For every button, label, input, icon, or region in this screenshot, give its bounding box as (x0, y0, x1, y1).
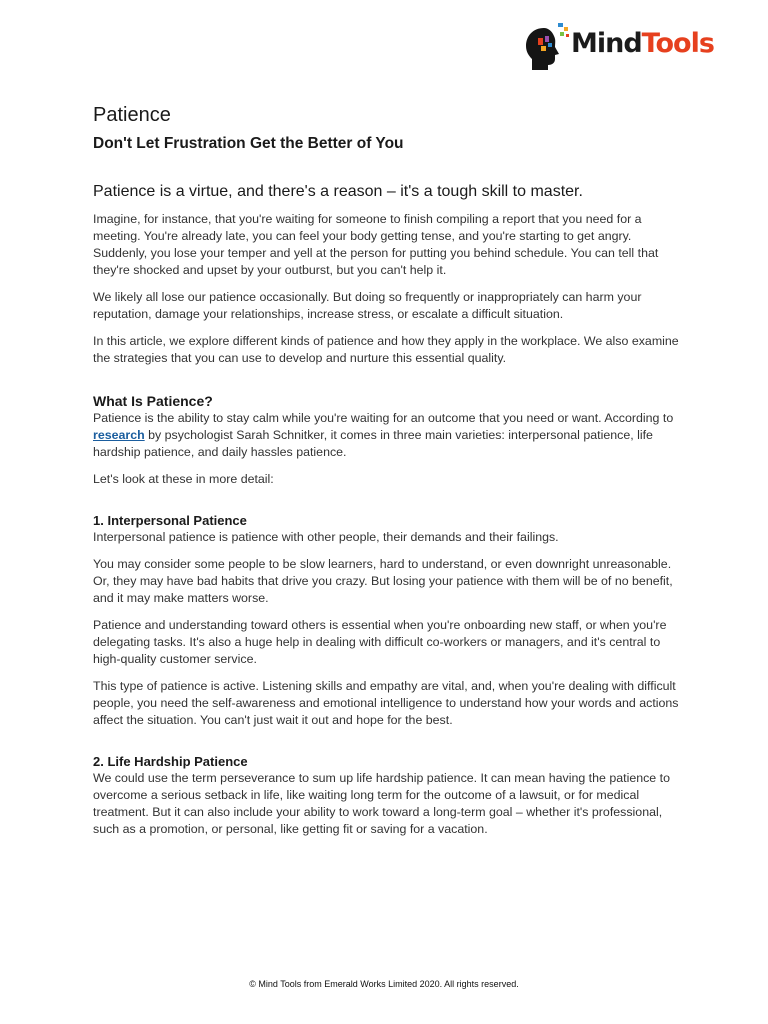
what-is-text-after-link: by psychologist Sarah Schnitker, it comes in three main varieties: interpersonal patience, life hardship patience, and daily hassles patience. (93, 428, 653, 459)
footer-copyright: © Mind Tools from Emerald Works Limited 2020. All rights reserved. (249, 979, 519, 989)
page-subtitle: Don't Let Frustration Get the Better of You (93, 135, 404, 152)
head-silhouette-icon (524, 20, 576, 76)
what-is-text-before-link: Patience is the ability to stay calm while you're waiting for an outcome that you need or want. According to (93, 411, 674, 425)
page-title: Patience (93, 104, 171, 126)
section-heading-what-is-patience: What Is Patience? (93, 393, 213, 409)
interpersonal-paragraph: Interpersonal patience is patience with other people, their demands and their failings. (93, 530, 559, 544)
mindtools-logo (524, 20, 738, 78)
section-heading-interpersonal: 1. Interpersonal Patience (93, 513, 247, 528)
what-is-paragraph (93, 410, 683, 461)
section-heading-life-hardship: 2. Life Hardship Patience (93, 754, 248, 769)
logo-word-tools: Tools (641, 28, 714, 59)
article (93, 102, 683, 838)
life-hardship-paragraph: We could use the term perseverance to sum up life hardship patience. It can mean having the patience to overcome a serious setback in life, like waiting long term for the outcome of a lawsuit, or for medical treatment. But it can also include your ability to work toward a long-term goal – whether it's professional, such as a promotion, or personal, like getting fit or saving for a vacation. (93, 771, 670, 836)
logo-word-mind: Mind (571, 28, 642, 59)
interpersonal-paragraph: Patience and understanding toward others is essential when you're onboarding new staff, or when you're delegating tasks. It's also a huge help in dealing with difficult co-workers or managers, and it's central to high-quality customer service. (93, 618, 667, 666)
what-is-followup: Let's look at these in more detail: (93, 472, 274, 486)
research-link[interactable]: research (93, 428, 145, 442)
lead-heading: Patience is a virtue, and there's a reason – it's a tough skill to master. (93, 183, 583, 200)
logo-wordmark (571, 28, 714, 59)
interpersonal-paragraph: You may consider some people to be slow learners, hard to understand, or even downright unreasonable. Or, they may have bad habits that drive you crazy. But losing your patience with them will be of no benefit, and it may make matters worse. (93, 557, 673, 605)
intro-paragraph: We likely all lose our patience occasionally. But doing so frequently or inappropriately can harm your reputation, damage your relationships, increase stress, or escalate a difficult situation. (93, 290, 642, 321)
interpersonal-paragraph: This type of patience is active. Listening skills and empathy are vital, and, when you're dealing with difficult people, you need the self-awareness and emotional intelligence to understand how your words and actions affect the situation. You can't just wait it out and hope for the best. (93, 679, 679, 727)
intro-paragraph: Imagine, for instance, that you're waiting for someone to finish compiling a report that you need for a meeting. You're already late, you can feel your body getting tense, and you're starting to get angry. Suddenly, you lose your temper and yell at the person for putting you behind schedule. You can tell that they're shocked and upset by your outburst, but you can't help it. (93, 212, 659, 277)
intro-paragraph: In this article, we explore different kinds of patience and how they apply in the workplace. We also examine the strategies that you can use to develop and nurture this essential quality. (93, 334, 679, 365)
